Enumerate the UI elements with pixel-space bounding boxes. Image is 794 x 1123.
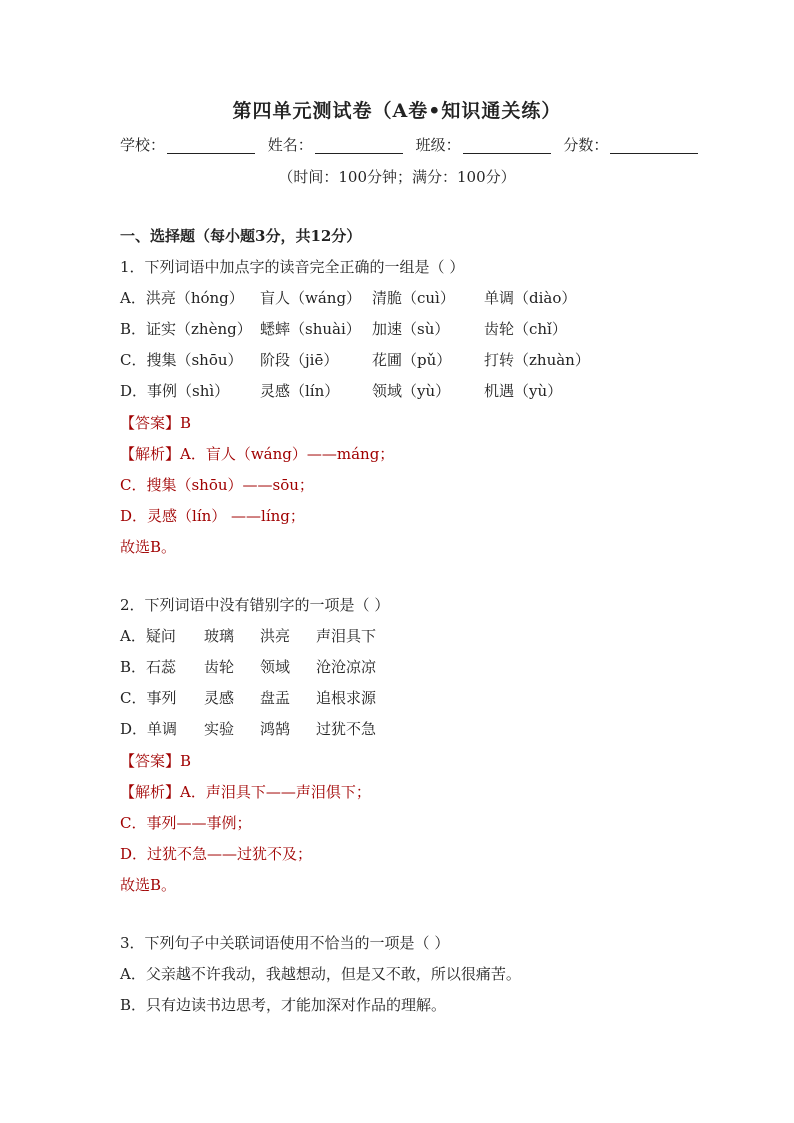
q2-analysis-4: 故选B。 xyxy=(120,876,177,894)
q2-c-2: 灵感 xyxy=(204,689,235,707)
question-3-stem: 3．下列句子中关联词语使用不恰当的一项是（ ） xyxy=(120,934,450,952)
q1-option-a xyxy=(120,288,680,308)
q2-analysis-2: C．事列——事例； xyxy=(120,814,252,832)
q1-d-4: 机遇（yù） xyxy=(484,382,563,400)
q1-analysis-4: 故选B。 xyxy=(120,538,177,556)
q2-option-a xyxy=(120,626,680,646)
q1-c-3: 花圃（pǔ） xyxy=(372,351,452,369)
q2-a-1: A．疑问 xyxy=(120,627,176,645)
q2-a-3: 洪亮 xyxy=(260,627,291,645)
name-blank[interactable] xyxy=(315,139,403,154)
q2-c-1: C．事列 xyxy=(120,689,177,707)
q1-a-2: 盲人（wáng） xyxy=(260,289,362,307)
q2-b-3: 领域 xyxy=(260,658,291,676)
q2-option-d xyxy=(120,719,680,739)
q2-analysis-3: D．过犹不急——过犹不及； xyxy=(120,845,313,863)
q1-d-1: D．事例（shì） xyxy=(120,382,230,400)
time-note: （时间：100分钟；满分：100分） xyxy=(278,168,516,186)
q2-b-2: 齿轮 xyxy=(204,658,235,676)
q2-d-4: 过犹不急 xyxy=(316,720,377,738)
q1-option-b xyxy=(120,319,680,339)
q2-d-2: 实验 xyxy=(204,720,235,738)
name-label: 姓名： xyxy=(267,136,313,154)
q2-option-b xyxy=(120,657,680,677)
q1-d-3: 领域（yù） xyxy=(372,382,451,400)
school-label: 学校： xyxy=(120,136,166,154)
q1-c-4: 打转（zhuàn） xyxy=(484,351,590,369)
question-1-stem: 1．下列词语中加点字的读音完全正确的一组是（ ） xyxy=(120,258,465,276)
q2-c-4: 追根求源 xyxy=(316,689,377,707)
q1-b-4: 齿轮（chǐ） xyxy=(484,320,567,338)
q2-d-1: D．单调 xyxy=(120,720,178,738)
q1-analysis-3: D．灵感（lín） ——líng； xyxy=(120,507,305,525)
q2-c-3: 盘盂 xyxy=(260,689,291,707)
q1-a-3: 清脆（cuì） xyxy=(372,289,455,307)
class-blank[interactable] xyxy=(463,139,551,154)
q2-a-4: 声泪具下 xyxy=(316,627,377,645)
q1-b-1: B．证实（zhèng） xyxy=(120,320,252,338)
q2-b-4: 沧沧凉凉 xyxy=(316,658,377,676)
q1-b-2: 蟋蟀（shuài） xyxy=(260,320,361,338)
q1-answer: 【答案】B xyxy=(120,414,192,432)
q2-d-3: 鸿鹄 xyxy=(260,720,291,738)
school-blank[interactable] xyxy=(167,139,255,154)
section-heading: 一、选择题（每小题3分，共12分） xyxy=(120,227,362,245)
q2-analysis-1: 【解析】A．声泪具下——声泪俱下； xyxy=(120,783,371,801)
q1-c-2: 阶段（jiē） xyxy=(260,351,339,369)
q1-d-2: 灵感（lín） xyxy=(260,382,340,400)
student-info-row xyxy=(120,134,680,155)
q1-option-d xyxy=(120,381,680,401)
class-label: 班级： xyxy=(415,136,461,154)
q2-answer: 【答案】B xyxy=(120,752,192,770)
score-label: 分数： xyxy=(563,136,609,154)
q2-a-2: 玻璃 xyxy=(204,627,235,645)
q1-a-1: A．洪亮（hóng） xyxy=(120,289,244,307)
exam-title: 第四单元测试卷（A卷•知识通关练） xyxy=(232,100,562,122)
q3-option-b: B．只有边读书边思考，才能加深对作品的理解。 xyxy=(120,996,447,1014)
q2-b-1: B．石蕊 xyxy=(120,658,177,676)
q1-analysis-2: C．搜集（shōu）——sōu； xyxy=(120,476,314,494)
q1-option-c xyxy=(120,350,680,370)
q1-b-3: 加速（sù） xyxy=(372,320,450,338)
q3-option-a: A．父亲越不许我动，我越想动，但是又不敢，所以很痛苦。 xyxy=(120,965,521,983)
q1-c-1: C．搜集（shōu） xyxy=(120,351,243,369)
question-2-stem: 2．下列词语中没有错别字的一项是（ ） xyxy=(120,596,390,614)
q1-analysis-1: 【解析】A．盲人（wáng）——máng； xyxy=(120,445,395,463)
q2-option-c xyxy=(120,688,680,708)
score-blank[interactable] xyxy=(610,139,698,154)
q1-a-4: 单调（diào） xyxy=(484,289,577,307)
